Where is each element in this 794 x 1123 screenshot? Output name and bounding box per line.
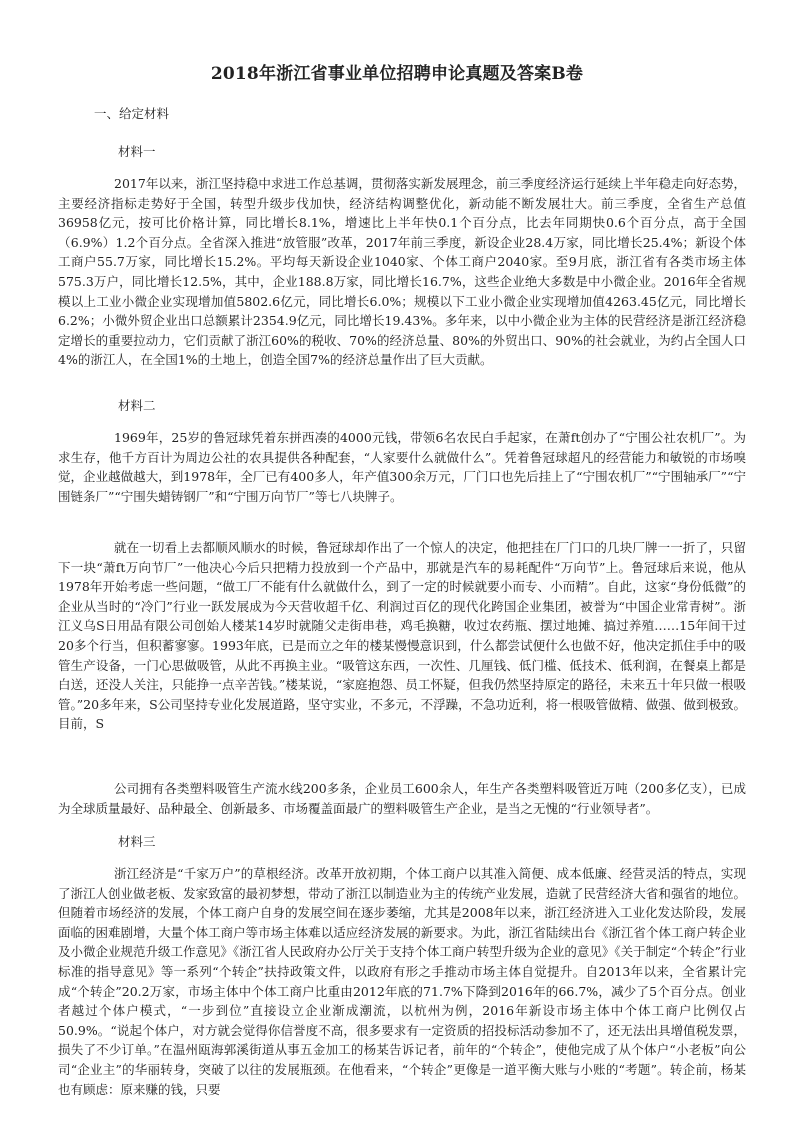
material-2-heading: 材料二 (118, 398, 156, 413)
material-1-heading: 材料一 (118, 144, 156, 159)
section-heading: 一、给定材料 (94, 106, 170, 121)
material-2-paragraph-3: 公司拥有各类塑料吸管生产流水线200多条，企业员工600余人，年生产各类塑料吸管近万吨（200多亿支），已成为全球质量最好、品种最全、创新最多、市场覆盖面最广的塑料吸管生产企业，是当之无愧的“行业领导者”。 (58, 781, 746, 816)
material-3-paragraph-1: 浙江经济是“千家万户”的草根经济。改革开放初期，个体工商户以其准入简便、成本低廉、经营灵活的特点，实现了浙江人创业做老板、发家致富的最初梦想，带动了浙江以制造业为主的传统产业发展，造就了民营经济大省和强省的地位。但随着市场经济的发展，个体工商户自身的发展空间在逐步萎缩，尤其是2008年以来，浙江经济进入工业化发达阶段，发展面临的困难剧增，大量个体工商户等市场主体难以适应经济发展的新要求。为此，浙江省陆续出台《浙江省个体工商户转企业及小微企业规范升级工作意见》《浙江省人民政府办公厅关于支持个体工商户转型升级为企业的意见》《关于制定“个转企”行业标准的指导意见》等一系列“个转企”扶持政策文件，以政府有形之手推动市场主体自觉提升。自2013年以来，全省累计完成“个转企”20.2万家，市场主体中个体工商户比重由2012年底的71.7%下降到2016年的66.7%，减少了5个百分点。创业者越过个体户模式，“一步到位”直接设立企业渐成潮流，以杭州为例，2016年新设市场主体中个体工商户比例仅占50.9%。“说起个体户，对方就会觉得你信誉度不高，很多要求有一定资质的招投标活动参加不了，还无法出具增值税发票，损失了不少订单。”在温州瓯海郭溪街道从事五金加工的杨某告诉记者，前年的“个转企”，使他完成了从个体户“小老板”向公司“企业主”的华丽转身，突破了以往的发展瓶颈。在他看来，“个转企”更像是一道平衡大账与小账的“考题”。转企前，杨某也有顾虑：原来赚的钱，只要 (58, 866, 747, 1097)
document-title: 2018年浙江省事业单位招聘申论真题及答案B卷 (210, 64, 584, 84)
material-3-heading: 材料三 (118, 834, 156, 849)
material-2-paragraph-2: 就在一切看上去都顺风顺水的时候，鲁冠球却作出了一个惊人的决定，他把挂在厂门口的几块厂牌一一折了，只留下一块“萧ft万向节厂”一他决心今后只把精力投放到一个产品中，那就是汽车的易耗配件“万向节”上。鲁冠球后来说，他从1978年开始考虑一些问题，“做工厂不能有什么就做什么，到了一定的时候就要小而专、小而精”。自此，这家“身份低微”的企业从当时的“冷门”行业一跃发展成为今天营收超千亿、利润过百亿的现代化跨国企业集团，被誉为“中国企业常青树”。浙江义乌S日用品有限公司创始人楼某14岁时就随父走街串巷，鸡毛换糖，收过农药瓶、摆过地摊、搞过养殖……15年间干过20多个行当，但积蓄寥寥。1993年底，已是而立之年的楼某慢慢意识到，什么都尝试便什么也做不好，他决定抓住手中的吸管生产设备，一门心思做吸管，从此不再换主业。“吸管这东西，一次性、几厘钱、低门槛、低技术、低利润，在餐桌上都是白送，还没人关注，只能挣一点辛苦钱。”楼某说，“家庭抱怨、员工怀疑，但我仍然坚持原定的路径，未来五十年只做一根吸管。”20多年来，S公司坚持专业化发展道路，坚守实业，不多元，不浮躁，不急功近利，将一根吸管做精、做强、做到极致。目前，S (58, 540, 746, 732)
material-2-paragraph-1: 1969年，25岁的鲁冠球凭着东拼西凑的4000元钱，带领6名农民白手起家，在萧ft创办了“宁围公社农机厂”。为求生存，他千方百计为周边公社的农具提供各种配套，“人家要什么就做什么”。凭着鲁冠球超凡的经营能力和敏锐的市场嗅觉，企业越做越大，到1978年，全厂已有400多人，年产值300余万元，厂门口也先后挂上了“宁围农机厂”“宁围轴承厂”“宁围链条厂”“宁围失蜡铸钢厂”和“宁围万向节厂”等七八块牌子。 (58, 430, 746, 504)
material-1-paragraph-1: 2017年以来，浙江坚持稳中求进工作总基调，贯彻落实新发展理念，前三季度经济运行延续上半年稳走向好态势，主要经济指标走势好于全国，转型升级步伐加快，经济结构调整优化，新动能不断发展壮大。前三季度，全省生产总值36958亿元，按可比价格计算，同比增长8.1%，增速比上半年快0.1个百分点，比去年同期快0.6个百分点，高于全国（6.9%）1.2个百分点。全省深入推进“放管服”改革，2017年前三季度，新设企业28.4万家，同比增长25.4%；新设个体工商户55.7万家，同比增长15.2%。平均每天新设企业1040家、个体工商户2040家。至9月底，浙江省有各类市场主体575.3万户，同比增长12.5%，其中，企业188.8万家，同比增长16.7%，这些企业绝大多数是中小微企业。2016年全省规模以上工业小微企业实现增加值5802.6亿元，同比增长6.0%；规模以下工业小微企业实现增加值4263.45亿元，同比增长6.2%；小微外贸企业出口总额累计2354.9亿元，同比增长19.43%。多年来，以中小微企业为主体的民营经济是浙江经济稳定增长的重要拉动力，它们贡献了浙江60%的税收、70%的经济总量、80%的外贸出口、90%的社会就业，为约占全国人口4%的浙江人，在全国1%的土地上，创造全国7%的经济总量作出了巨大贡献。 (58, 176, 746, 368)
